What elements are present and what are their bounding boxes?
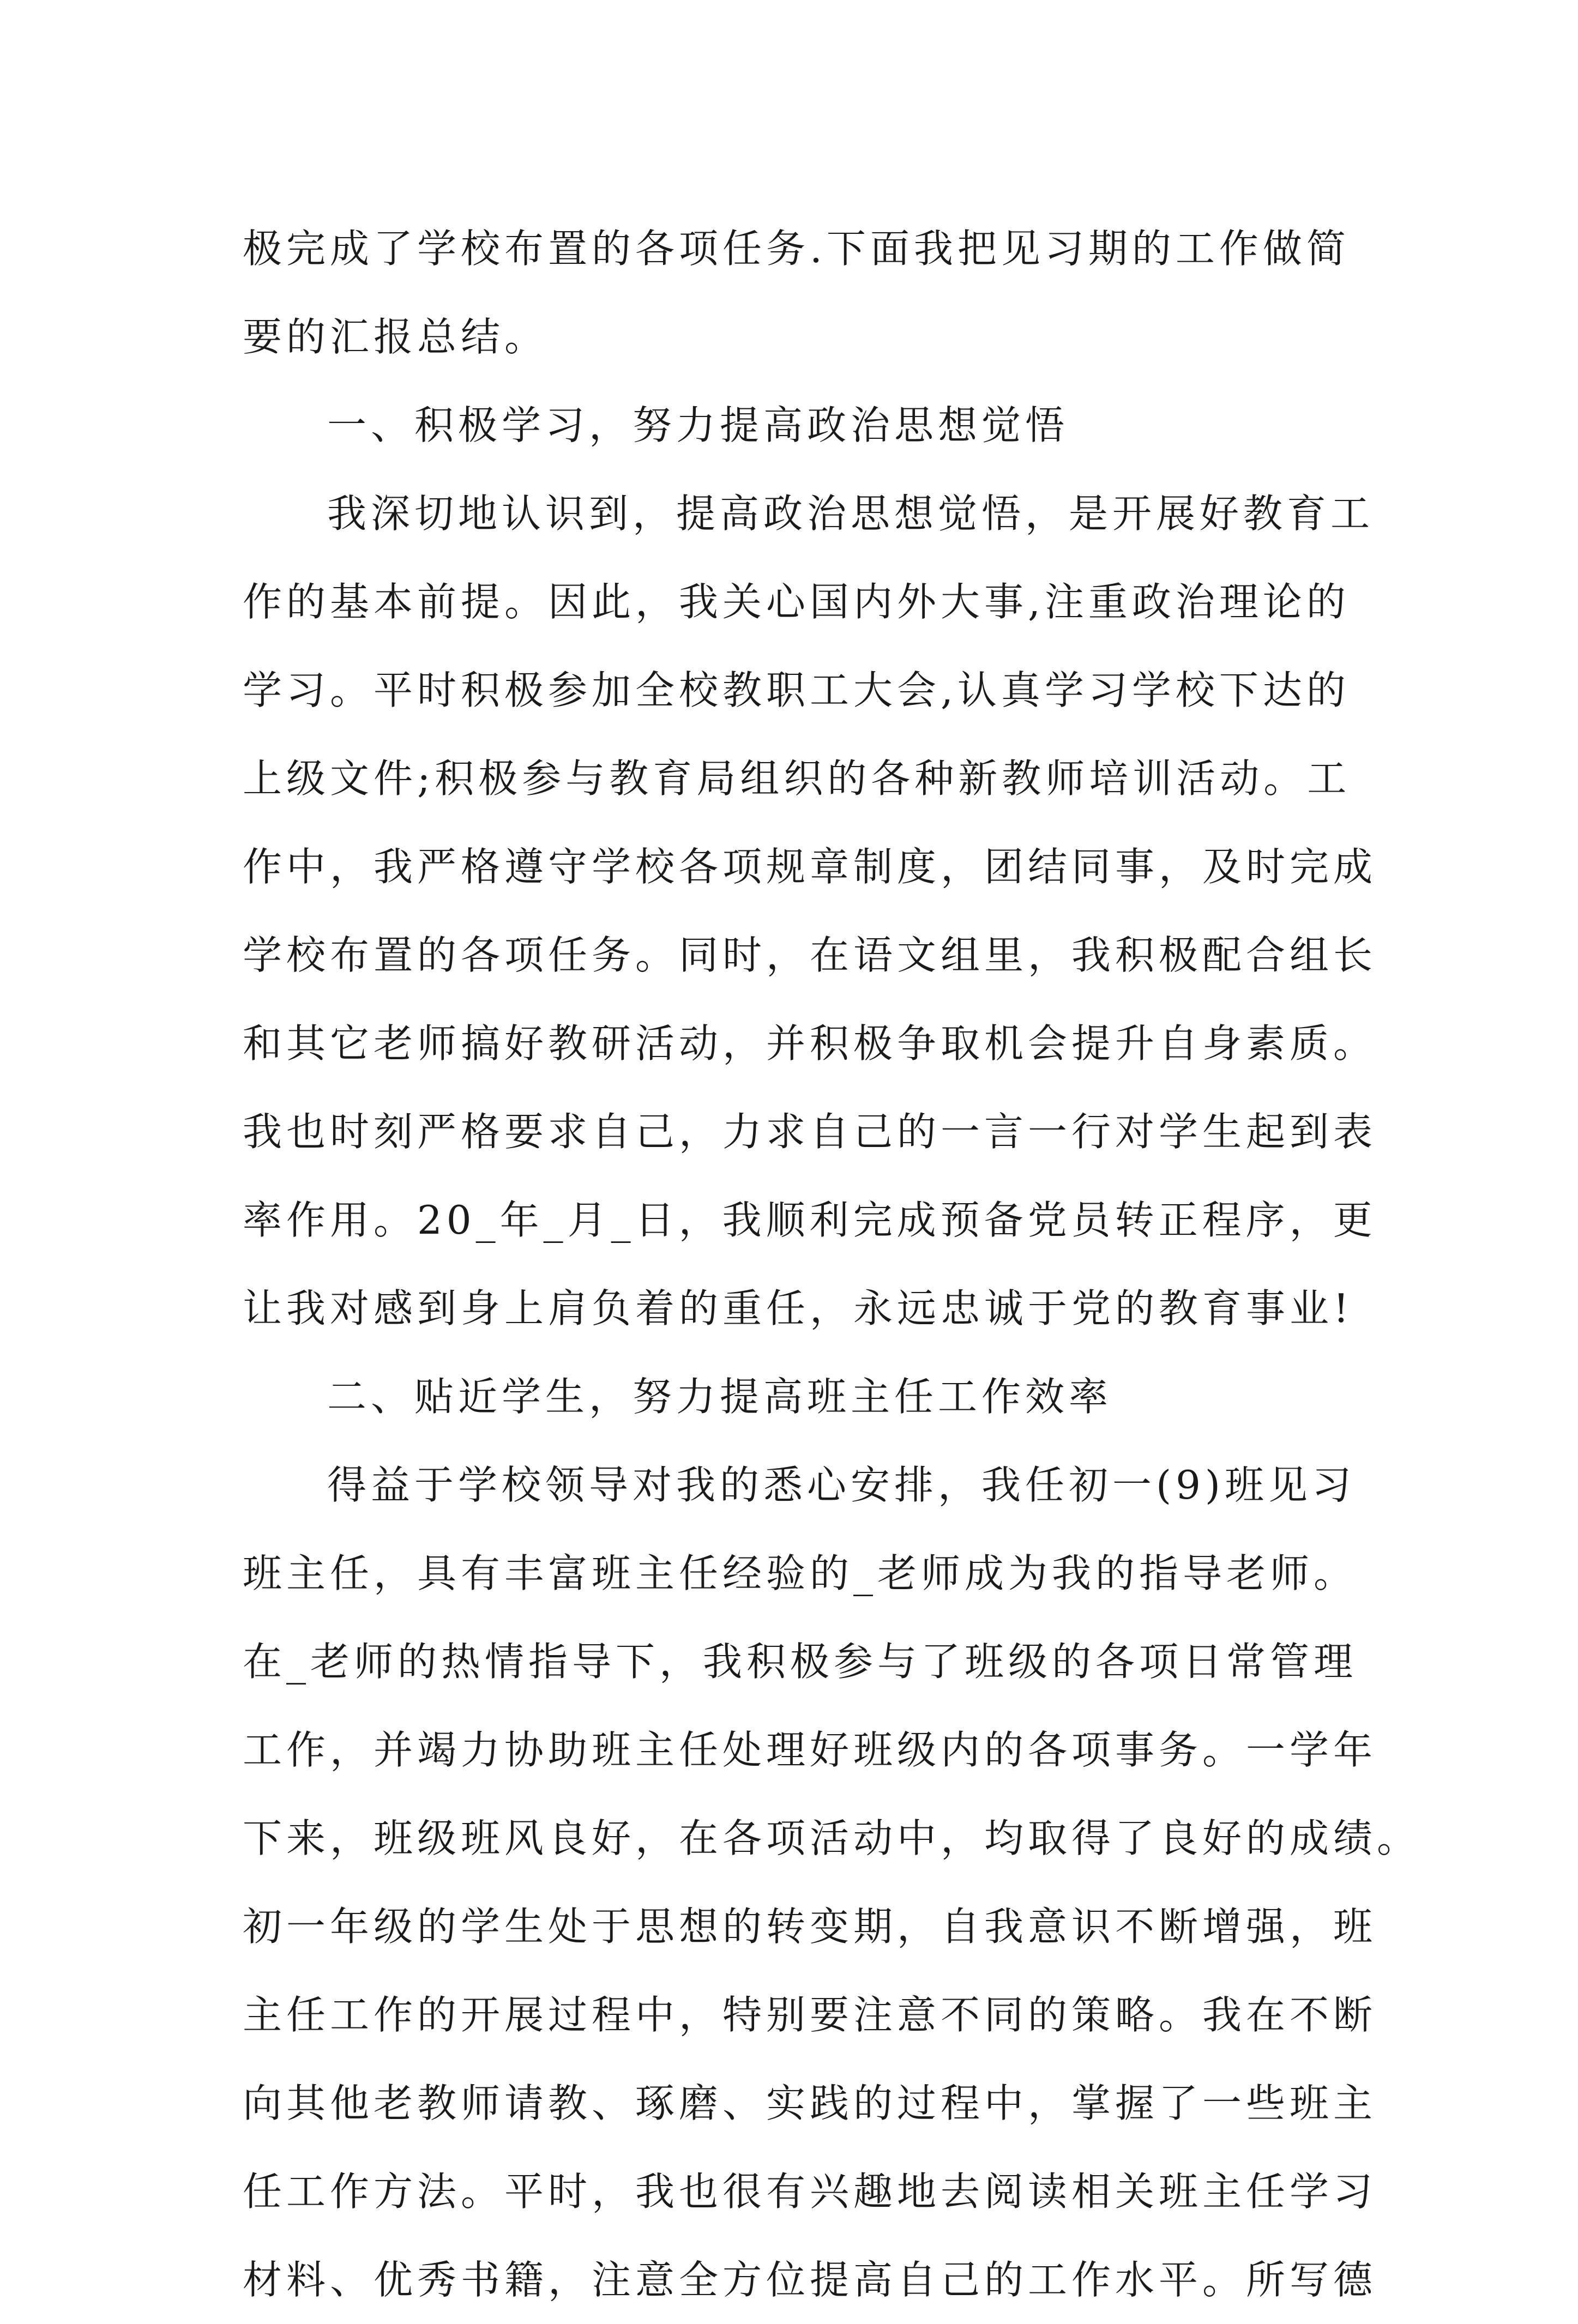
paragraph-line: 作中，我严格遵守学校各项规章制度，团结同事，及时完成 <box>243 844 1377 890</box>
paragraph-line: 学校布置的各项任务。同时，在语文组里，我积极配合组长 <box>243 932 1377 978</box>
paragraph-line: 下来，班级班风良好，在各项活动中，均取得了良好的成绩。 <box>243 1815 1421 1861</box>
paragraph-line: 上级文件;积极参与教育局组织的各种新教师培训活动。工 <box>243 756 1351 801</box>
paragraph-line: 和其它老师搞好教研活动，并积极争取机会提升自身素质。 <box>243 1021 1377 1066</box>
paragraph-line: 向其他老教师请教、琢磨、实践的过程中，掌握了一些班主 <box>243 2080 1377 2126</box>
paragraph-line: 极完成了学校布置的各项任务.下面我把见习期的工作做简 <box>243 226 1350 271</box>
paragraph-line: 主任工作的开展过程中，特别要注意不同的策略。我在不断 <box>243 1992 1377 2038</box>
paragraph-line: 我也时刻严格要求自己，力求自己的一言一行对学生起到表 <box>243 1109 1377 1155</box>
paragraph-line: 作的基本前提。因此，我关心国内外大事,注重政治理论的 <box>243 579 1350 625</box>
paragraph-line: 学习。平时积极参加全校教职工大会,认真学习学校下达的 <box>243 667 1350 713</box>
section-heading-1: 一、积极学习，努力提高政治思想觉悟 <box>327 402 1069 448</box>
paragraph-line: 率作用。20_年_月_日，我顺利完成预备党员转正程序，更 <box>243 1197 1377 1243</box>
paragraph-line: 要的汇报总结。 <box>243 314 549 360</box>
paragraph-line: 材料、优秀书籍，注意全方位提高自己的工作水平。所写德 <box>243 2257 1377 2303</box>
paragraph-line: 工作，并竭力协助班主任处理好班级内的各项事务。一学年 <box>243 1727 1377 1773</box>
document-body <box>243 204 1421 2324</box>
section-heading-2: 二、贴近学生，努力提高班主任工作效率 <box>327 1374 1113 1420</box>
paragraph-line: 任工作方法。平时，我也很有兴趣地去阅读相关班主任学习 <box>243 2169 1377 2214</box>
paragraph-line: 我深切地认识到，提高政治思想觉悟，是开展好教育工 <box>327 491 1375 536</box>
paragraph-line: 班主任，具有丰富班主任经验的_老师成为我的指导老师。 <box>243 1550 1358 1596</box>
paragraph-line: 让我对感到身上肩负着的重任，永远忠诚于党的教育事业! <box>243 1285 1353 1331</box>
paragraph-line: 在_老师的热情指导下，我积极参与了班级的各项日常管理 <box>243 1639 1358 1685</box>
paragraph-line: 初一年级的学生处于思想的转变期，自我意识不断增强，班 <box>243 1904 1377 1949</box>
paragraph-line: 得益于学校领导对我的悉心安排，我任初一(9)班见习 <box>327 1462 1356 1508</box>
